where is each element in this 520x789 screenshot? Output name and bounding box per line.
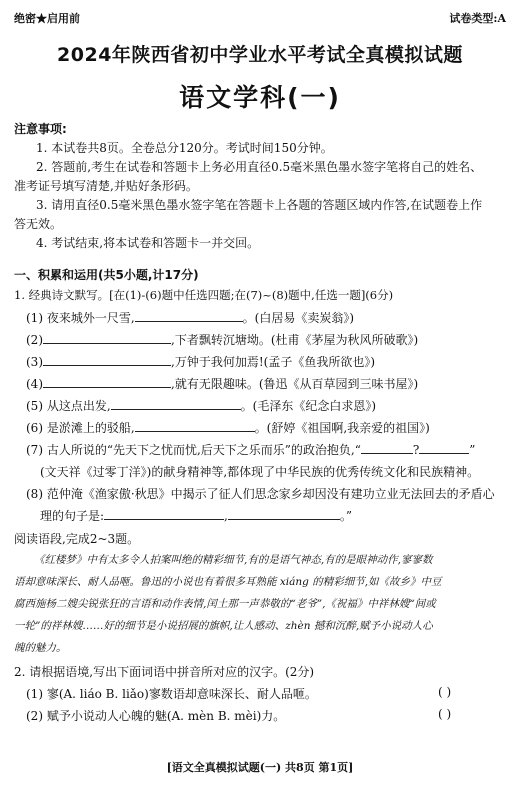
- paper-type-label: 试卷类型:A: [449, 12, 506, 25]
- q1-item-3: [26, 353, 375, 370]
- notes-heading: 注意事项:: [14, 122, 67, 136]
- note-line: 4. 考试结束,将本试卷和答题卡一并交回。: [36, 236, 260, 250]
- q1-item-source: ,就有无限趣味。(鲁迅《从百草园到三味书屋》): [171, 377, 419, 391]
- answer-blank[interactable]: [419, 441, 469, 454]
- q1-item-text: (6) 是淤滩上的驳船,: [26, 421, 135, 435]
- q1-item-text: (7) 古人所说的“先天下之忧而忧,后天下之乐而乐”的政治抱负,“: [26, 443, 361, 457]
- q1-item-5: [26, 397, 376, 414]
- passage-line: 腐西施杨二嫂尖锐张狂的言语和动作表情,闰土那一声恭敬的“老爷”,《祝福》中祥林嫂“间或: [14, 598, 436, 610]
- q1-item-8: (8) 范仲淹《渔家傲·秋思》中揭示了征人们思念家乡却因没有建功立业无法回去的矛盾心: [26, 487, 495, 501]
- q1-item-7-cont: (文天祥《过零丁洋》)的献身精神等,都体现了中华民族的优秀传统文化和民族精神。: [40, 465, 480, 479]
- q1-item-punct: ?: [412, 443, 420, 457]
- q1-item-punct: ,: [224, 509, 228, 523]
- q1-item-6: [26, 419, 430, 436]
- note-line: 答无效。: [14, 217, 63, 231]
- q1-item-text: 理的句子是:: [40, 509, 105, 523]
- q1-item-punct: 。”: [339, 509, 353, 523]
- q2-item-1: (1) 寥(A. liáo B. liǎo)寥数语却意味深长、耐人品咂。: [26, 687, 317, 701]
- answer-paren[interactable]: ( ): [438, 685, 452, 699]
- note-line: 3. 请用直径0.5毫米黑色墨水签字笔在答题卡上各题的答题区域内作答,在试题卷上作: [36, 198, 483, 212]
- secret-label: 绝密★启用前: [14, 12, 80, 25]
- answer-blank[interactable]: [135, 419, 255, 432]
- answer-blank[interactable]: [43, 331, 171, 344]
- q1-item-8-cont: [40, 507, 352, 524]
- answer-blank[interactable]: [43, 353, 171, 366]
- answer-blank[interactable]: [111, 397, 241, 410]
- q1-item-4: [26, 375, 418, 392]
- q1-item-source: 。(白居易《卖炭翁》): [242, 311, 355, 325]
- q1-item-7: [26, 441, 475, 458]
- q1-item-text: (3): [26, 355, 43, 369]
- q1-item-text: (2): [26, 333, 43, 347]
- note-line: 1. 本试卷共8页。全卷总分120分。考试时间150分钟。: [36, 141, 333, 155]
- question-2-prompt: 2. 请根据语境,写出下面词语中拼音所对应的汉字。(2分): [14, 665, 315, 679]
- q1-item-1: [26, 309, 354, 326]
- passage-line: 《红楼梦》中有太多令人拍案叫绝的精彩细节,有的是语气神态,有的是眼神动作,寥寥数: [34, 554, 433, 566]
- q1-item-text: (5) 从这点出发,: [26, 399, 111, 413]
- page-footer: [语文全真模拟试题(一) 共8页 第1页]: [166, 761, 354, 774]
- q1-item-source: ,下者飘转沉塘坳。(杜甫《茅屋为秋风所破歌》): [171, 333, 419, 347]
- q1-item-source: 。(舒婷《祖国啊,我亲爱的祖国》): [254, 421, 430, 435]
- answer-blank[interactable]: [43, 375, 171, 388]
- q1-item-text: (1) 夜来城外一尺雪,: [26, 311, 135, 325]
- reading-intro: 阅读语段,完成2~3题。: [14, 532, 140, 546]
- q1-item-punct: ”: [469, 443, 476, 457]
- note-line: 2. 答题前,考生在试卷和答题卡上务必用直径0.5毫米黑色墨水签字笔将自己的姓名、: [36, 160, 483, 174]
- q1-item-source: ,万钟于我何加焉!(孟子《鱼我所欲也》): [171, 355, 376, 369]
- q1-item-source: 。(毛泽东《纪念白求恩》): [240, 399, 377, 413]
- passage-line: 一轮”的祥林嫂……好的细节是小说招展的旗帜,让人感动、zhèn 撼和沉醉,赋予小说动人心: [14, 620, 433, 632]
- section-heading: 一、积累和运用(共5小题,计17分): [14, 268, 199, 282]
- answer-blank[interactable]: [104, 507, 224, 520]
- answer-blank[interactable]: [135, 309, 243, 322]
- q1-item-text: (4): [26, 377, 43, 391]
- question-1-prompt: 1. 经典诗文默写。[在(1)-(6)题中任选四题;在(7)~(8)题中,任选一题](6分): [14, 288, 394, 302]
- answer-blank[interactable]: [228, 507, 340, 520]
- exam-title: 2024年陕西省初中学业水平考试全真模拟试题: [57, 44, 463, 66]
- q1-item-2: [26, 331, 418, 348]
- note-line: 准考证号填写清楚,并贴好条形码。: [14, 179, 198, 193]
- q2-item-2: (2) 赋予小说动人心魄的魅(A. mèn B. mèi)力。: [26, 709, 286, 723]
- subject-title: 语文学科(一): [179, 83, 341, 112]
- passage-line: 魄的魅力。: [14, 642, 67, 654]
- answer-paren[interactable]: ( ): [438, 707, 452, 721]
- passage-line: 语却意味深长、耐人品咂。鲁迅的小说也有着很多耳熟能 xiáng 的精彩细节,如《故乡》中豆: [14, 576, 442, 588]
- answer-blank[interactable]: [361, 441, 413, 454]
